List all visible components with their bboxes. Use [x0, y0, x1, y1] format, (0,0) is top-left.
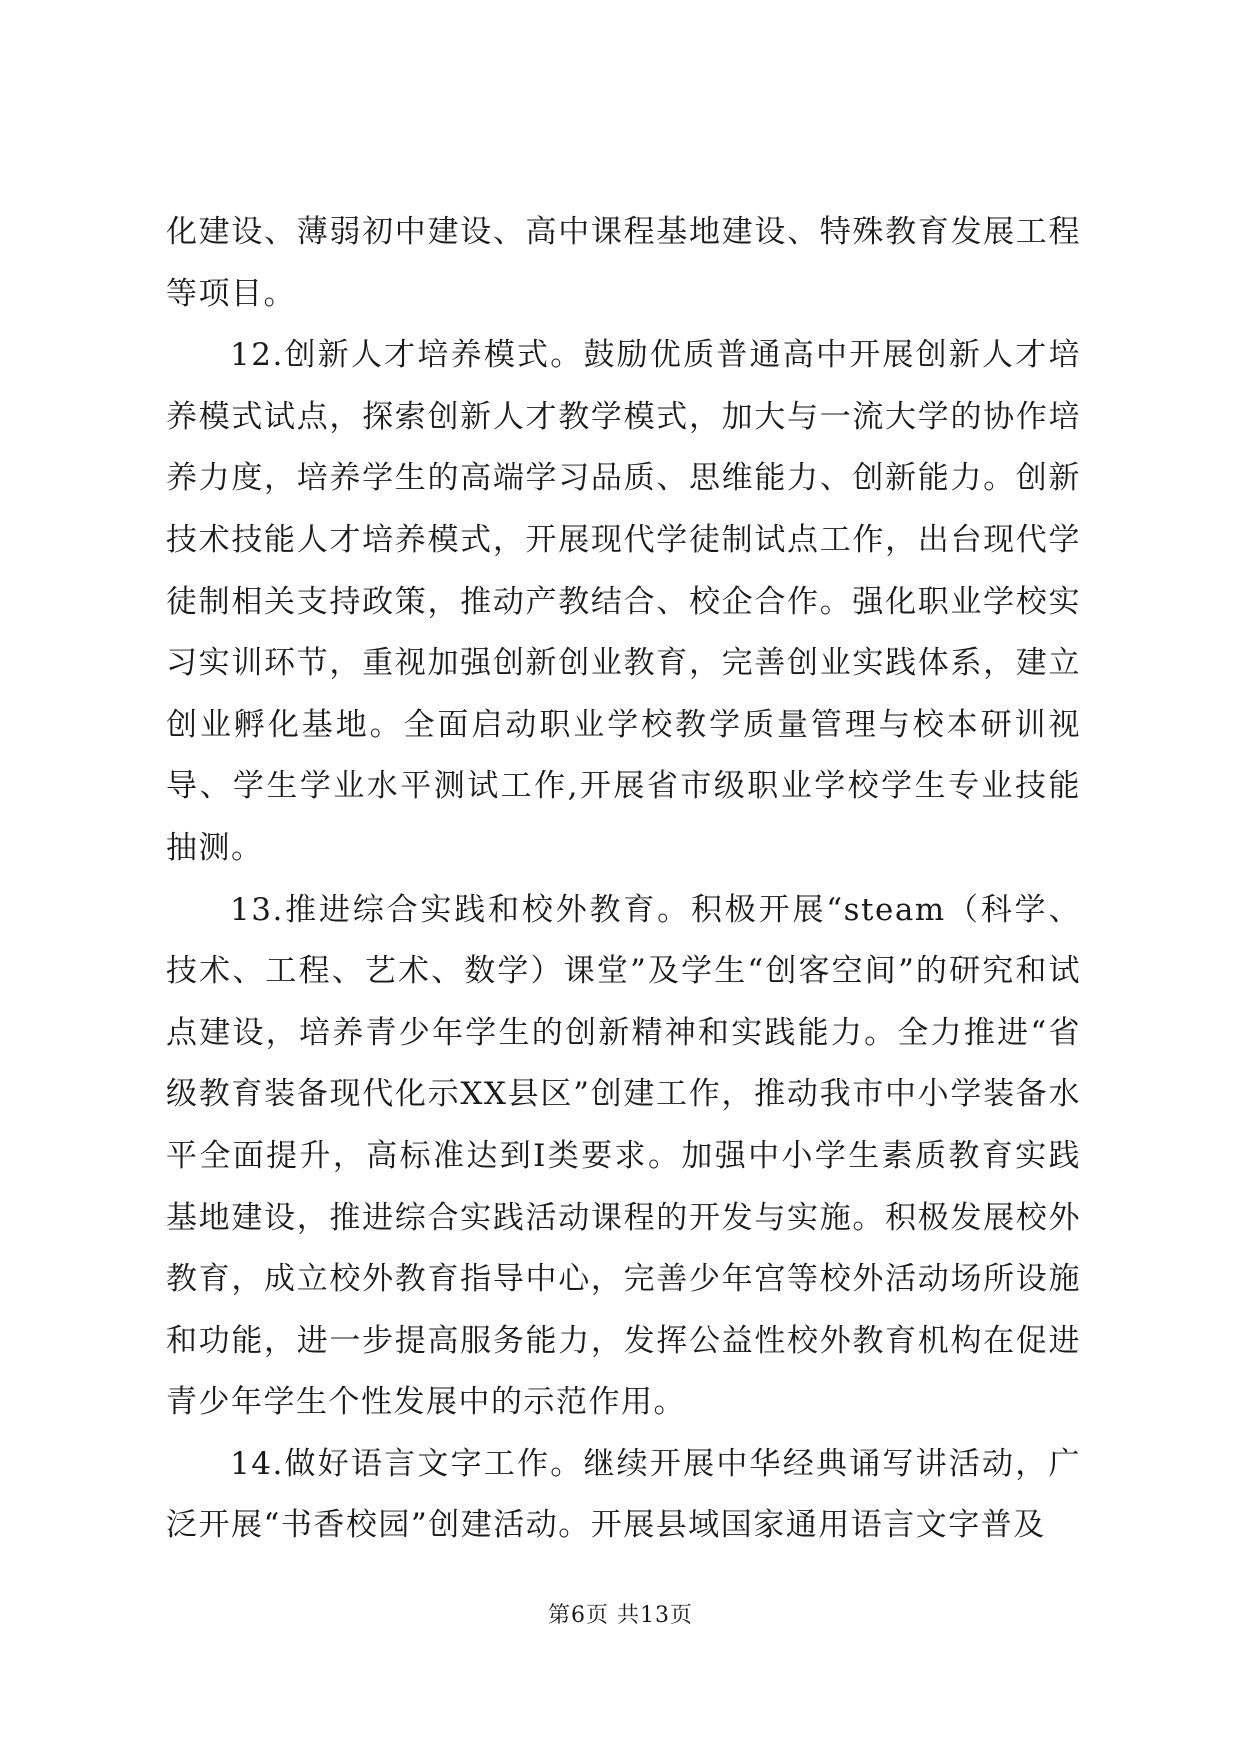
page-footer: 第6页 共13页 [548, 1603, 693, 1628]
paragraph-12: 12.创新人才培养模式。鼓励优质普通高中开展创新人才培养模式试点，探索创新人才教学模式，加大与一流大学的协作培养力度，培养学生的高端学习品质、思维能力、创新能力。创新技术技能人才培养模式，开展现代学徒制试点工作，出台现代学徒制相关支持政策，推动产教结合、校企合作。强化职业学校实习实训环节，重视加强创新创业教育，完善创业实践体系，建立创业孵化基地。全面启动职业学校教学质量管理与校本研训视导、学生学业水平测试工作,开展省市级职业学校学生专业技能抽测。 [166, 337, 1081, 866]
paragraph-continued: 化建设、薄弱初中建设、高中课程基地建设、特殊教育发展工程等项目。 [166, 214, 1081, 312]
document-body [166, 202, 1081, 1557]
paragraph-14: 14.做好语言文字工作。继续开展中华经典诵写讲活动，广泛开展“书香校园”创建活动。开展县域国家通用语言文字普及 [166, 1445, 1081, 1544]
paragraph-13: 13.推进综合实践和校外教育。积极开展“steam（科学、技术、工程、艺术、数学）课堂”及学生“创客空间”的研究和试点建设，培养青少年学生的创新精神和实践能力。全力推进“省级教育装备现代化示XX县区”创建工作，推动我市中小学装备水平全面提升，高标准达到Ⅰ类要求。加强中小学生素质教育实践基地建设，推进综合实践活动课程的开发与实施。积极发展校外教育，成立校外教育指导中心，完善少年宫等校外活动场所设施和功能，进一步提高服务能力，发挥公益性校外教育机构在促进青少年学生个性发展中的示范作用。 [166, 891, 1081, 1421]
